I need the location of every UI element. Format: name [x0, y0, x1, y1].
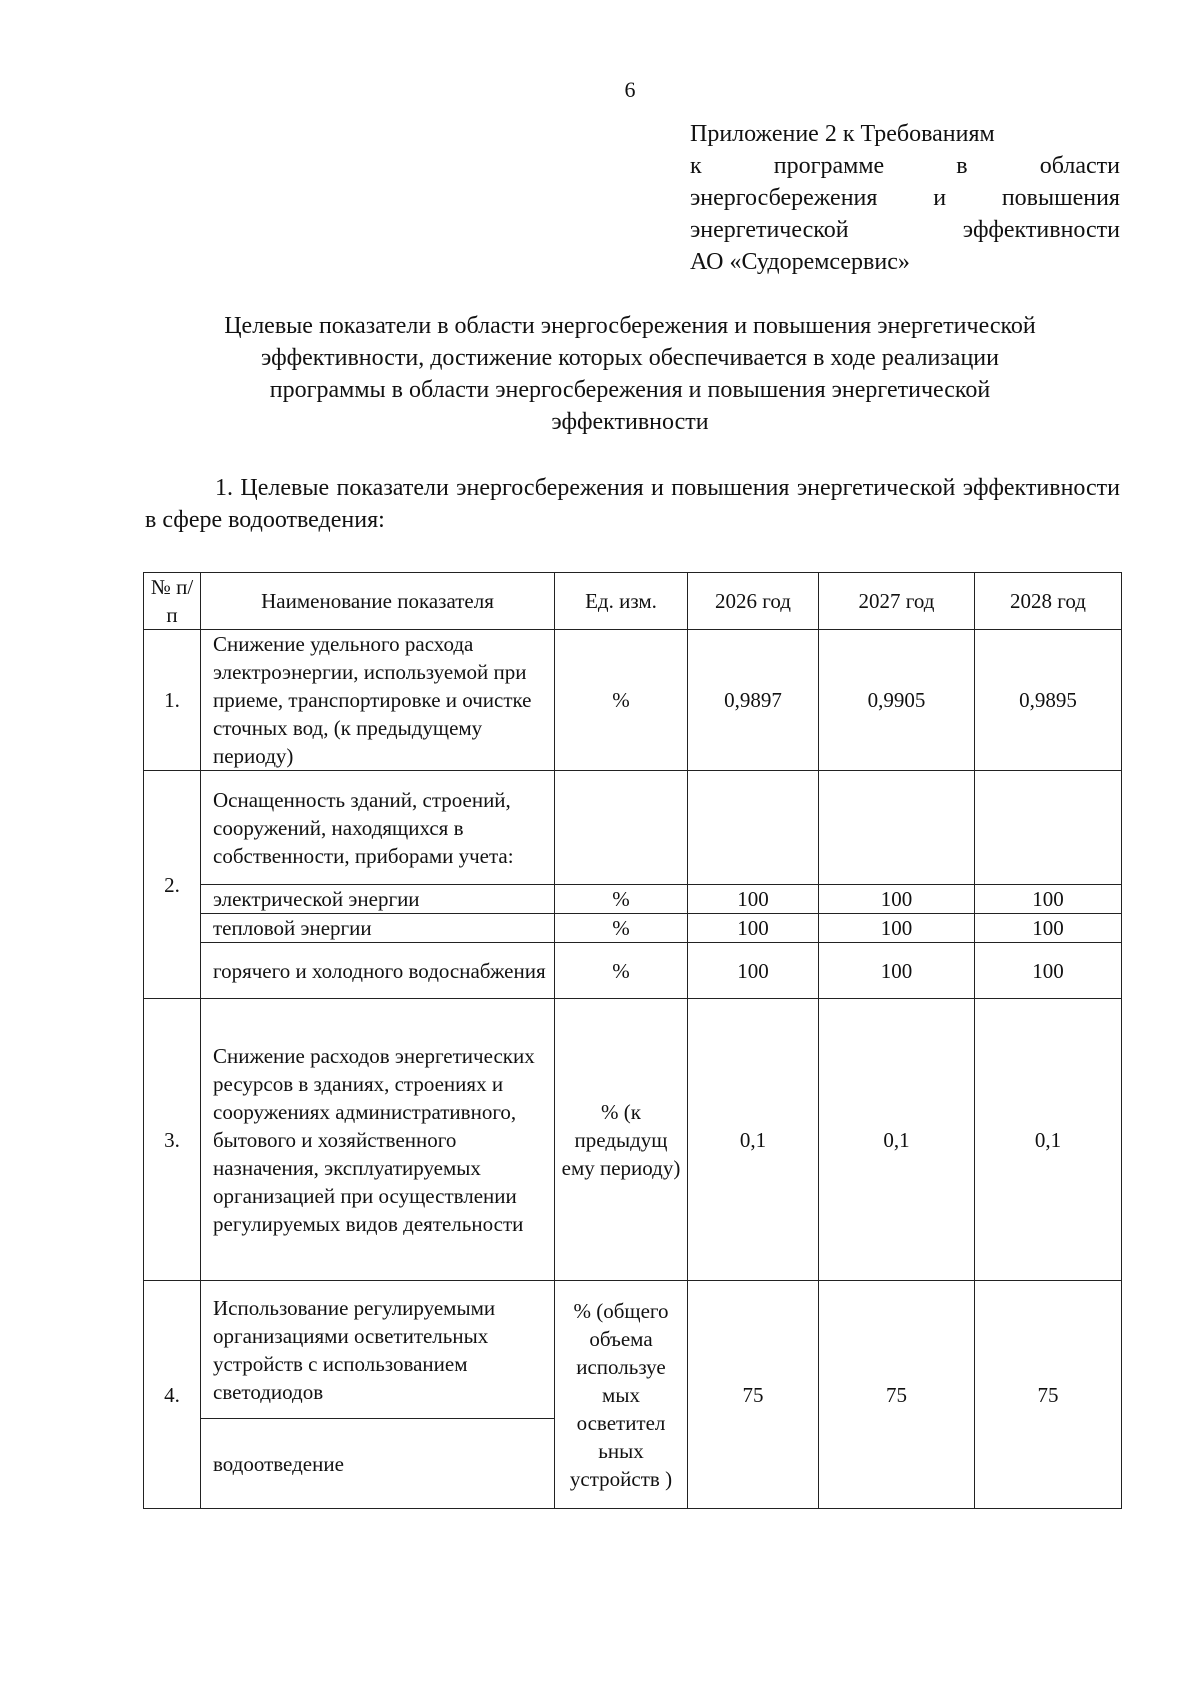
table-subrow	[144, 885, 1122, 914]
row-name: Снижение удельного расхода электроэнергии, используемой при приеме, транспортировке и очистке сточных вод, (к предыдущему периоду)	[201, 630, 555, 771]
header-num: № п/п	[144, 573, 201, 630]
subrow-value-2026: 100	[688, 914, 819, 943]
appendix-line-2	[690, 150, 1120, 182]
appendix-word: повышения	[1001, 185, 1120, 211]
appendix-word: в	[956, 153, 968, 179]
subrow-unit: %	[555, 914, 688, 943]
title-line-2: эффективности, достижение которых обеспечивается в ходе реализации	[261, 345, 999, 371]
header-2027: 2027 год	[819, 573, 975, 630]
page-number: 6	[624, 77, 636, 102]
subrow-unit: %	[555, 943, 688, 999]
subrow-unit: %	[555, 885, 688, 914]
appendix-line-5: АО «Судоремсервис»	[690, 249, 910, 275]
row-value-2028: 75	[975, 1281, 1122, 1509]
row-value-2027: 0,1	[819, 999, 975, 1281]
row-value-2027: 75	[819, 1281, 975, 1509]
header-2026: 2026 год	[688, 573, 819, 630]
row-num: 4.	[144, 1281, 201, 1509]
appendix-word: энергетической	[690, 217, 849, 243]
appendix-line-1: Приложение 2 к Требованиям	[690, 121, 995, 147]
appendix-line-4	[690, 214, 1120, 246]
subrow-name: горячего и холодного водоснабжения	[201, 943, 555, 999]
row-unit: %	[555, 630, 688, 771]
row-name: Оснащенность зданий, строений, сооружений, находящихся в собственности, приборами учета:	[201, 771, 555, 885]
row-num: 3.	[144, 999, 201, 1281]
appendix-word: программе	[773, 153, 885, 179]
row-value-2026: 0,1	[688, 999, 819, 1281]
empty-cell	[555, 771, 688, 885]
row-unit: % (к предыдущ ему периоду)	[555, 999, 688, 1281]
document-title	[110, 310, 1150, 438]
subrow-name: водоотведение	[201, 1419, 555, 1509]
appendix-line-3	[690, 182, 1120, 214]
row-value-2028: 0,9895	[975, 630, 1122, 771]
table-subrow	[144, 943, 1122, 999]
row-value-2028: 0,1	[975, 999, 1122, 1281]
table-row	[144, 1281, 1122, 1419]
empty-cell	[975, 771, 1122, 885]
row-value-2026: 75	[688, 1281, 819, 1509]
header-name: Наименование показателя	[201, 573, 555, 630]
appendix-word: энергосбережения	[690, 185, 878, 211]
subrow-name: тепловой энергии	[201, 914, 555, 943]
table-header-row	[144, 573, 1122, 630]
row-value-2027: 0,9905	[819, 630, 975, 771]
section-heading	[145, 472, 1120, 536]
empty-cell	[819, 771, 975, 885]
table-row	[144, 999, 1122, 1281]
header-2028: 2028 год	[975, 573, 1122, 630]
row-num: 1.	[144, 630, 201, 771]
subrow-value-2026: 100	[688, 943, 819, 999]
appendix-word: области	[1039, 153, 1120, 179]
row-value-2026: 0,9897	[688, 630, 819, 771]
subrow-value-2028: 100	[975, 885, 1122, 914]
row-name: Снижение расходов энергетических ресурсов в зданиях, строениях и сооружениях административного, бытового и хозяйственного назначения, эксплуатируемых организацией при осуществлении регулируемых видов деятельности	[201, 999, 555, 1281]
subrow-name: электрической энергии	[201, 885, 555, 914]
appendix-word: и	[933, 185, 947, 211]
title-line-4: эффективности	[551, 409, 709, 435]
indicators-table	[143, 572, 1122, 1509]
title-line-3: программы в области энергосбережения и повышения энергетической	[269, 377, 991, 403]
subrow-value-2027: 100	[819, 885, 975, 914]
table-subrow	[144, 914, 1122, 943]
subrow-value-2028: 100	[975, 914, 1122, 943]
empty-cell	[688, 771, 819, 885]
title-line-1: Целевые показатели в области энергосбережения и повышения энергетической	[224, 313, 1036, 339]
section-heading-text: 1. Целевые показатели энергосбережения и повышения энергетической эффективности в сфере водоотведения:	[145, 475, 1120, 533]
appendix-word: к	[690, 153, 702, 179]
row-name: Использование регулируемыми организациями осветительных устройств с использованием светодиодов	[201, 1281, 555, 1419]
table-row	[144, 771, 1122, 885]
subrow-value-2027: 100	[819, 914, 975, 943]
subrow-value-2026: 100	[688, 885, 819, 914]
row-num: 2.	[144, 771, 201, 999]
table-row	[144, 630, 1122, 771]
appendix-word: эффективности	[962, 217, 1120, 243]
appendix-note	[690, 118, 1120, 278]
subrow-value-2027: 100	[819, 943, 975, 999]
row-unit: % (общего объема используе мых осветител ьных устройств )	[555, 1281, 688, 1509]
header-unit: Ед. изм.	[555, 573, 688, 630]
subrow-value-2028: 100	[975, 943, 1122, 999]
